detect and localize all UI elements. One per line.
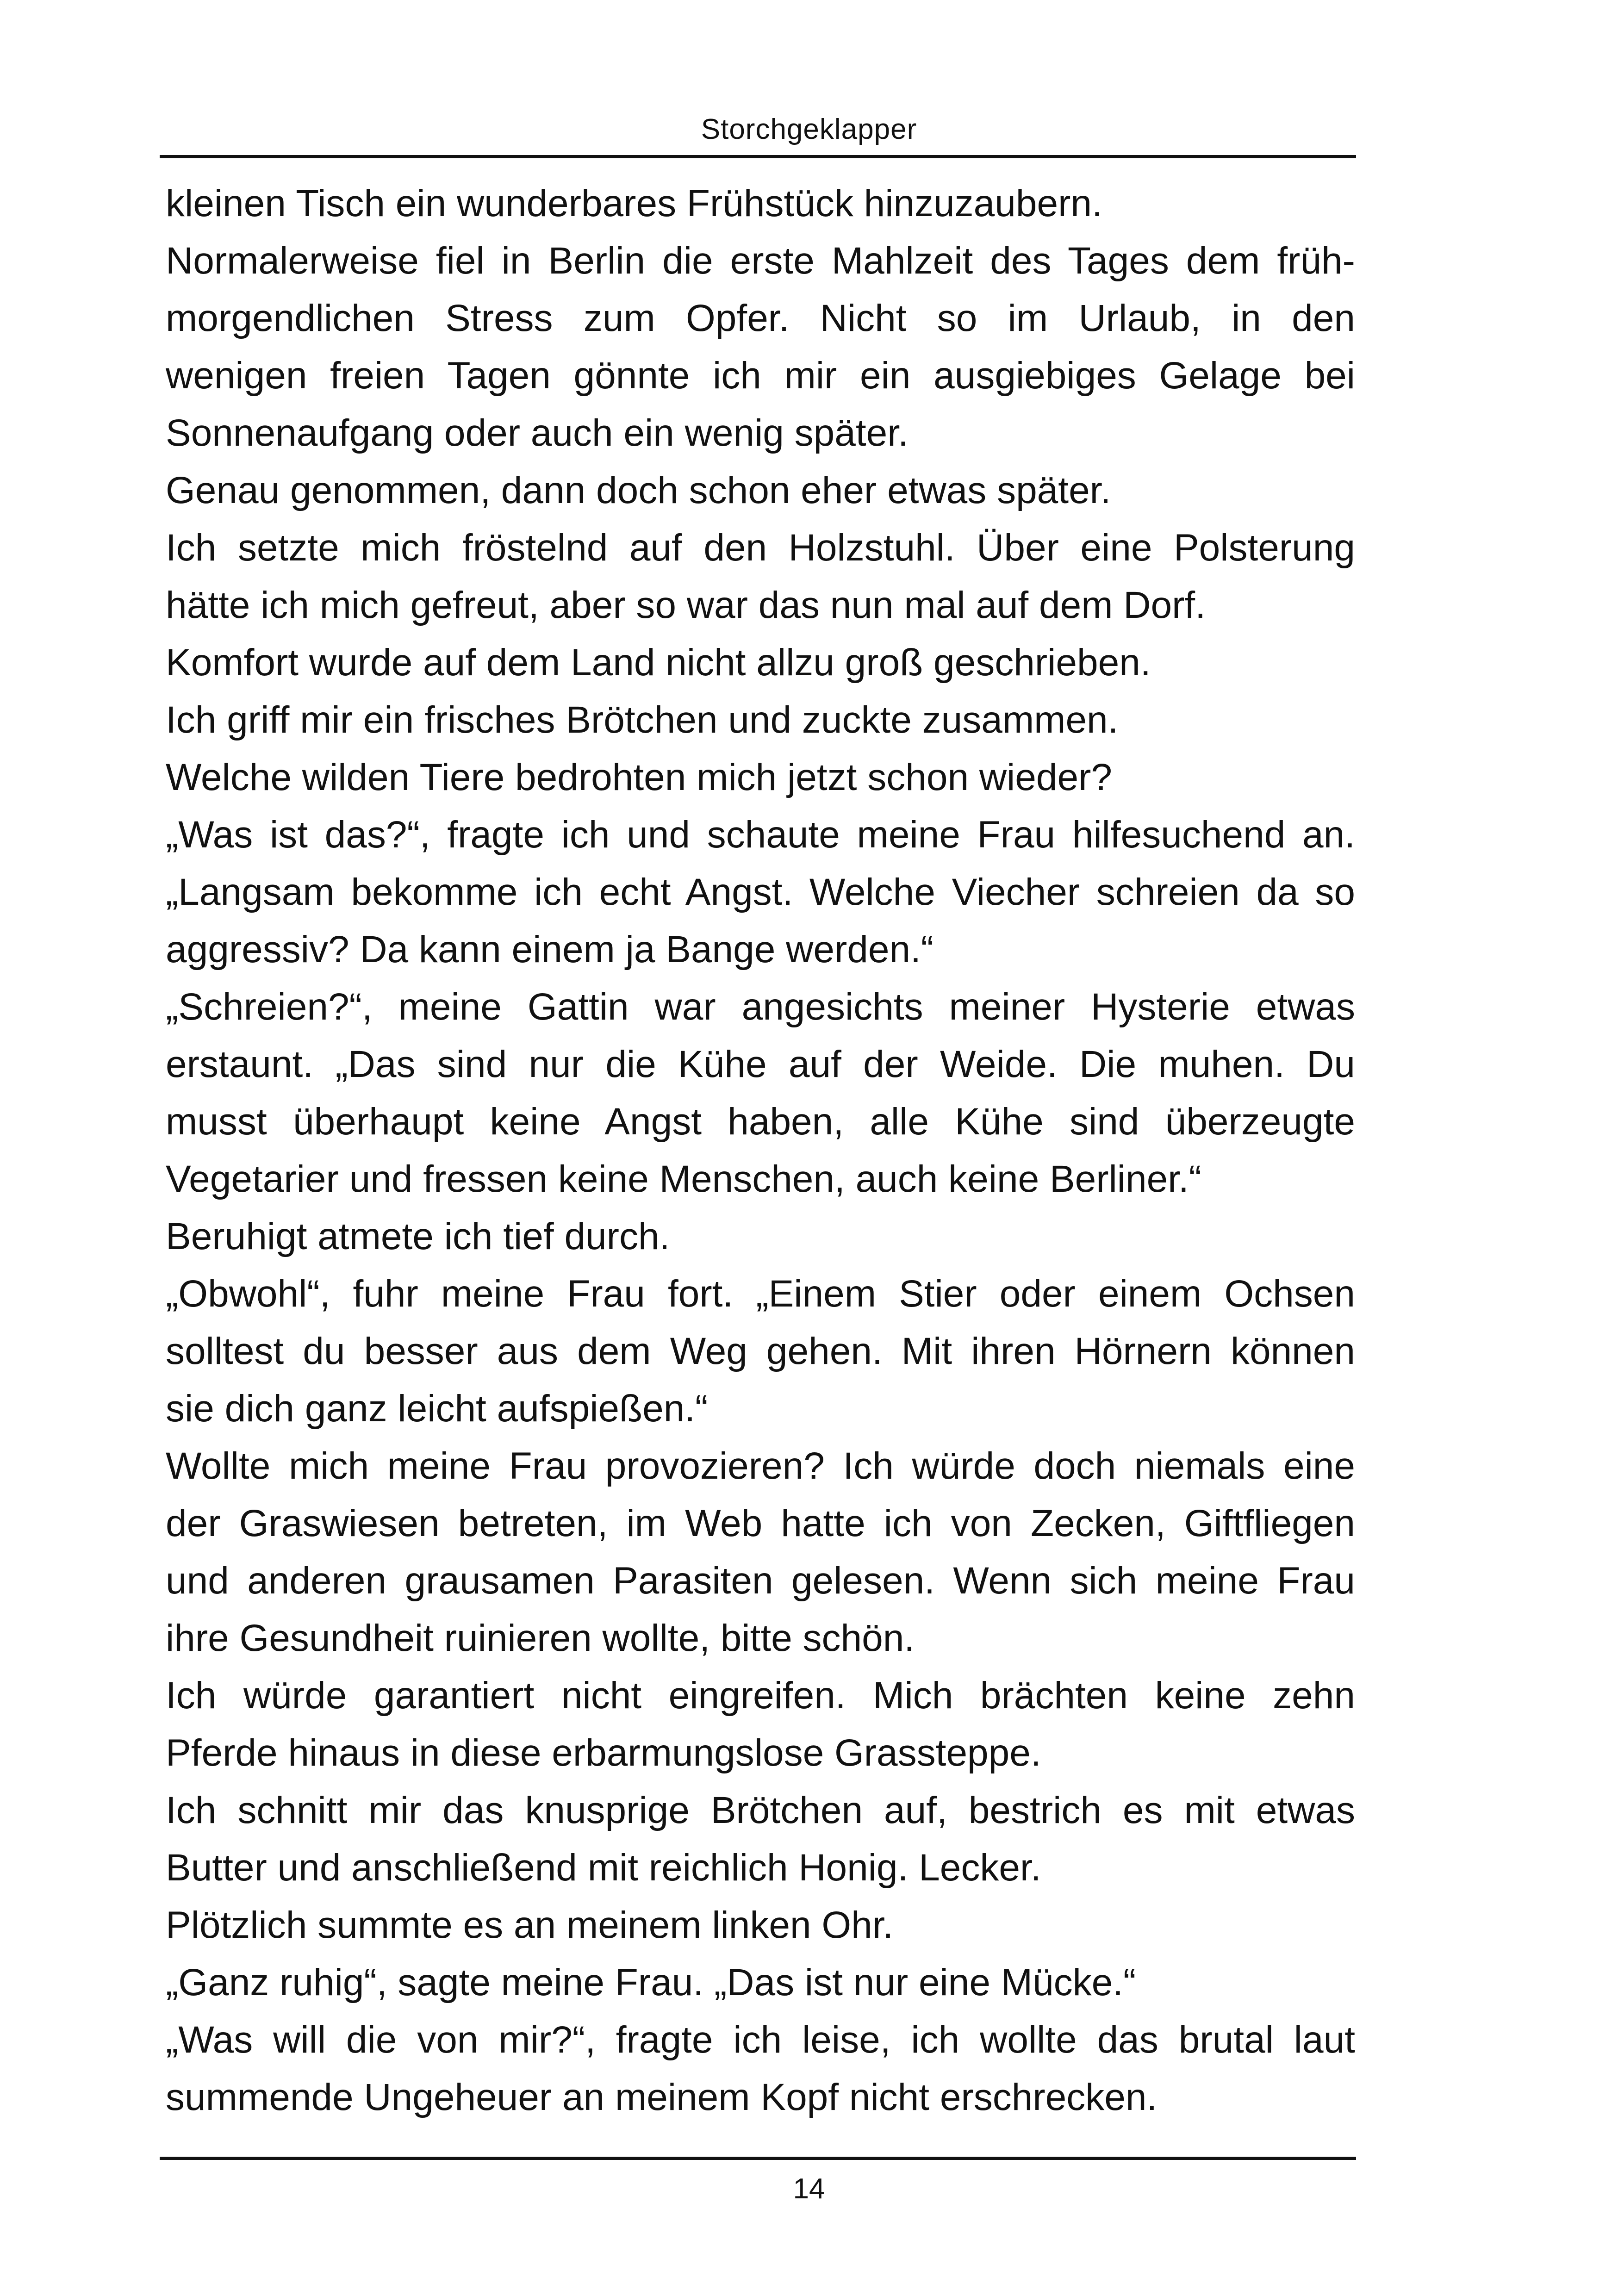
body-text xyxy=(166,175,1355,2126)
text-line: „Ganz ruhig“, sagte meine Frau. „Das ist nur eine Mücke.“ xyxy=(166,1961,1136,2004)
text-line: der Graswiesen betreten, im Web hatte ich von Zecken, Giftfliegen xyxy=(166,1502,1355,1544)
text-line: Plötzlich summte es an meinem linken Ohr. xyxy=(166,1904,894,1946)
text-line: hätte ich mich gefreut, aber so war das nun mal auf dem Dorf. xyxy=(166,584,1206,626)
text-line: Ich griff mir ein frisches Brötchen und zuckte zusammen. xyxy=(166,699,1119,741)
text-line: Ich setzte mich fröstelnd auf den Holzstuhl. Über eine Polsterung xyxy=(166,527,1355,569)
text-line: und anderen grausamen Parasiten gelesen. Wenn sich meine Frau xyxy=(166,1560,1355,1602)
text-line: morgendlichen Stress zum Opfer. Nicht so im Urlaub, in den xyxy=(166,297,1355,339)
text-line: Ich schnitt mir das knusprige Brötchen auf, bestrich es mit etwas xyxy=(166,1789,1355,1831)
text-line: Ich würde garantiert nicht eingreifen. Mich brächten keine zehn xyxy=(166,1674,1355,1717)
text-line: sie dich ganz leicht aufspießen.“ xyxy=(166,1388,708,1430)
text-line: Sonnenaufgang oder auch ein wenig später. xyxy=(166,412,909,454)
text-line: erstaunt. „Das sind nur die Kühe auf der Weide. Die muhen. Du xyxy=(166,1043,1355,1085)
page-number: 14 xyxy=(793,2173,825,2205)
text-line: Beruhigt atmete ich tief durch. xyxy=(166,1215,670,1257)
text-line: musst überhaupt keine Angst haben, alle Kühe sind überzeugte xyxy=(166,1101,1355,1143)
text-line: „Was ist das?“, fragte ich und schaute meine Frau hilfesuchend an. xyxy=(166,814,1355,856)
text-line: „Schreien?“, meine Gattin war angesichts meiner Hysterie etwas xyxy=(166,986,1355,1028)
text-line: Genau genommen, dann doch schon eher etwas später. xyxy=(166,469,1111,511)
text-line: Komfort wurde auf dem Land nicht allzu groß geschrieben. xyxy=(166,641,1151,684)
text-line: solltest du besser aus dem Weg gehen. Mit ihren Hörnern können xyxy=(166,1330,1355,1372)
text-line: Vegetarier und fressen keine Menschen, auch keine Berliner.“ xyxy=(166,1158,1202,1200)
text-line: „Was will die von mir?“, fragte ich leise, ich wollte das brutal laut xyxy=(166,2019,1355,2061)
text-line: Butter und anschließend mit reichlich Honig. Lecker. xyxy=(166,1847,1041,1889)
text-line: wenigen freien Tagen gönnte ich mir ein ausgiebiges Gelage bei xyxy=(166,355,1355,397)
text-line: „Langsam bekomme ich echt Angst. Welche Viecher schreien da so xyxy=(166,871,1355,913)
text-line: Wollte mich meine Frau provozieren? Ich würde doch niemals eine xyxy=(166,1445,1355,1487)
header-rule xyxy=(160,155,1356,158)
text-line: ihre Gesundheit ruinieren wollte, bitte schön. xyxy=(166,1617,915,1659)
text-line: Normalerweise fiel in Berlin die erste Mahlzeit des Tages dem früh- xyxy=(166,240,1355,282)
footer-rule xyxy=(160,2157,1356,2160)
running-header-title: Storchgeklapper xyxy=(701,113,917,145)
text-line: kleinen Tisch ein wunderbares Frühstück hinzuzaubern. xyxy=(166,182,1102,224)
text-line: Welche wilden Tiere bedrohten mich jetzt schon wieder? xyxy=(166,756,1112,798)
text-line: „Obwohl“, fuhr meine Frau fort. „Einem Stier oder einem Ochsen xyxy=(166,1273,1355,1315)
text-line: aggressiv? Da kann einem ja Bange werden.“ xyxy=(166,928,934,971)
text-line: Pferde hinaus in diese erbarmungslose Grassteppe. xyxy=(166,1732,1041,1774)
text-line: summende Ungeheuer an meinem Kopf nicht erschrecken. xyxy=(166,2076,1157,2118)
